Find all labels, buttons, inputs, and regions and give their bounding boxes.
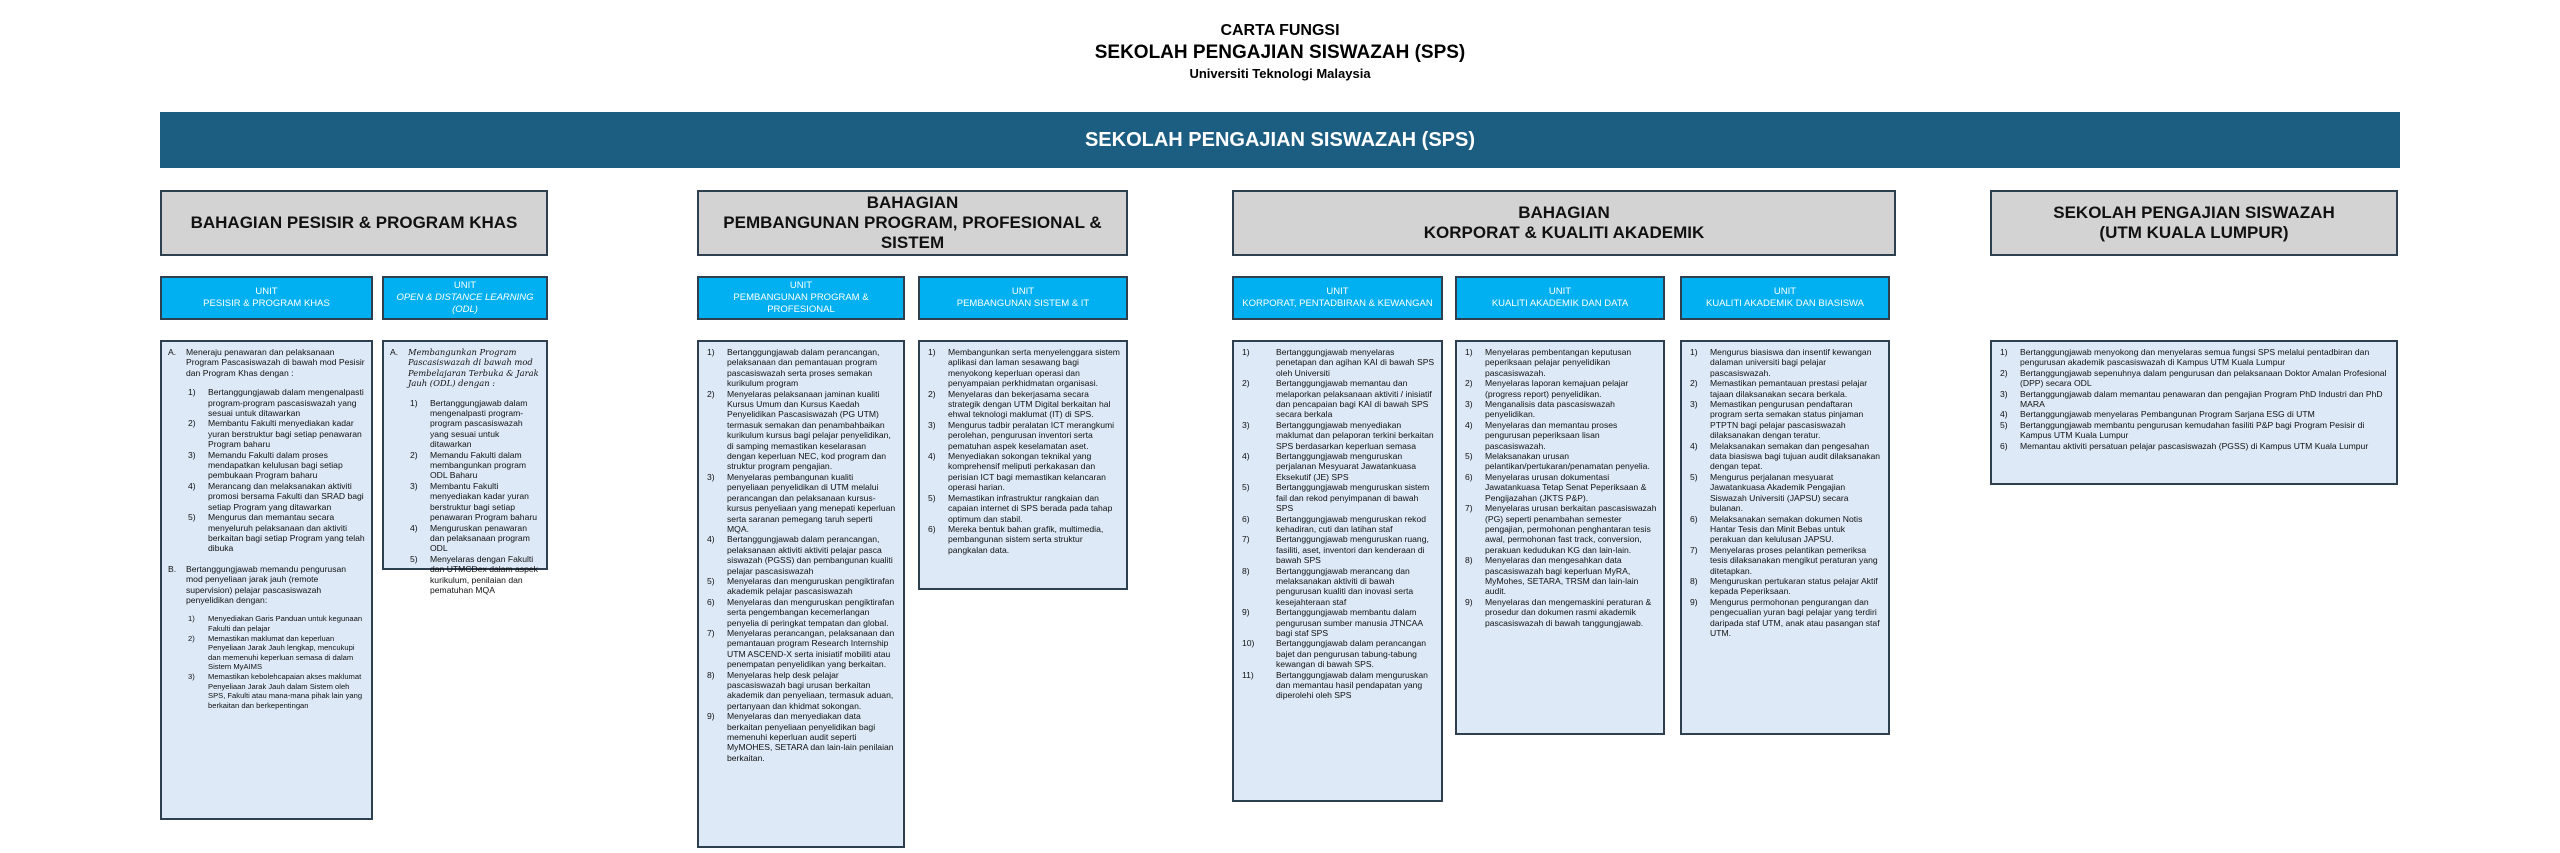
- list-item: [1463, 472, 1657, 503]
- unit-header: [1232, 276, 1443, 320]
- list-item: [1688, 399, 1882, 441]
- banner-label: SEKOLAH PENGAJIAN SISWAZAH (SPS): [1084, 128, 1476, 151]
- item-number: 4): [1465, 419, 1473, 430]
- unit-functions-box: [160, 340, 373, 820]
- item-text: Menguruskan pertukaran status pelajar Aktif kepada Peperiksaan.: [1710, 575, 1878, 597]
- item-number: 7): [707, 627, 715, 638]
- unit-label-line: UNIT: [453, 280, 477, 291]
- item-text: Bertanggungjawab dalam menguruskan dan memantau hasil pendapatan yang diperolehi oleh SPS: [1276, 669, 1428, 701]
- list-item: [1998, 368, 2390, 389]
- list-item: [1463, 503, 1657, 555]
- item-text: Bertanggungjawab menguruskan rekod kehadiran, cuti dan latihan staf: [1276, 513, 1427, 534]
- unit-functions-box: [1455, 340, 1665, 735]
- item-text: Menyelaras laporan kemajuan pelajar (progress report) penyelidikan.: [1485, 378, 1629, 399]
- function-section: [168, 564, 365, 711]
- division-title-line: BAHAGIAN: [866, 193, 959, 212]
- item-number: 3): [188, 449, 196, 460]
- list-item: [926, 389, 1120, 420]
- unit-label-line: PEMBANGUNAN SISTEM & IT: [956, 298, 1090, 309]
- item-text: Menyelaras pembangunan kualiti penyeliaan penyelidikan di UTM melalui perancangan dan pelaksanaan kursus-kursus penyeliaan yang menepati keperluan serta saranan pemegang taruh seperti MQA.: [727, 471, 896, 534]
- section-intro: Meneraju penawaran dan pelaksanaan Program Pascasiswazah di bawah mod Pesisir dan Program Khas dengan :: [186, 347, 365, 378]
- item-text: Bertanggungjawab dalam mengenalpasti program-program pascasiswazah yang sesuai untuk ditawarkan: [430, 397, 528, 450]
- list-item: [1240, 566, 1435, 608]
- item-number: 9): [1690, 596, 1698, 607]
- item-text: Menyelaras pembentangan keputusan peperiksaan pelajar penyelidikan pascasiswazah.: [1485, 347, 1632, 378]
- item-number: 3): [410, 480, 418, 491]
- section-letter: A.: [168, 347, 177, 357]
- item-text: Memantau aktiviti persatuan pelajar pascasiswazah (PGSS) di Kampus UTM Kuala Lumpur: [2020, 440, 2369, 451]
- item-number: 2): [707, 388, 715, 399]
- item-text: Menyelaras proses pelantikan pemeriksa tesis dilaksanakan mengikut peraturan yang ditetapkan.: [1710, 544, 1878, 576]
- unit-label-line: KORPORAT, PENTADBIRAN & KEWANGAN: [1242, 298, 1433, 309]
- list-item: [186, 512, 365, 554]
- item-text: Menyelaras dan menyediakan data berkaitan penyeliaan penyelidikan bagi memenuhi keperluan audit seperti MyMOHES, SETARA dan lain-lain penilaian berkaitan.: [727, 711, 894, 763]
- item-number: 2): [1690, 378, 1698, 389]
- item-text: Menyelaras perancangan, pelaksanaan dan pemantauan program Research Internship UTM ASCEND-X serta inisiatif mobiliti atau penempatan penyelidikan yang berkaitan.: [727, 627, 895, 670]
- list-item: [1463, 555, 1657, 597]
- item-number: 1): [1465, 347, 1473, 357]
- item-text: Bertanggungjawab menguruskan sistem fail dan rekod penyimpanan di bawah SPS: [1276, 482, 1430, 514]
- item-number: 1): [707, 347, 715, 357]
- list-item: [705, 628, 897, 670]
- division-box: [1990, 190, 2398, 256]
- item-text: Mereka bentuk bahan grafik, multimedia, pembangunan sistem serta struktur pangkalan data.: [948, 523, 1104, 555]
- item-text: Bertanggungjawab dalam memantau penawaran dan pengajian Program PhD Industri dan PhD MARA: [2020, 388, 2383, 410]
- item-text: Bertanggungjawab dalam mengenalpasti program-program pascasiswazah yang sesuai untuk ditawarkan: [208, 387, 364, 419]
- item-number: 6): [1690, 513, 1698, 524]
- unit-functions-box: [697, 340, 905, 848]
- item-text: Memastikan pemantauan prestasi pelajar tajaan dilaksanakan secara berkala.: [1710, 378, 1868, 399]
- list-item: [408, 481, 540, 523]
- list-item: [1688, 514, 1882, 545]
- list-item: [186, 672, 365, 710]
- list-item: [1240, 670, 1435, 701]
- list-item: [1463, 378, 1657, 399]
- division-title-line: KORPORAT & KUALITI AKADEMIK: [1423, 223, 1705, 242]
- item-text: Membangunkan serta menyelenggara sistem aplikasi dan laman sesawang bagi menyokong keperluan operasi dan penyampaian perkhidmatan organisasi.: [948, 347, 1120, 389]
- list-item: [1998, 420, 2390, 441]
- item-number: 7): [1465, 503, 1473, 514]
- list-item: [1688, 576, 1882, 597]
- item-text: Bertanggungjawab memantau dan melaporkan pelaksanaan aktiviti / inisiatif dan pencapaian bagi KAI di bawah SPS secara berkala: [1276, 378, 1432, 420]
- item-text: Mengurus tadbir peralatan ICT merangkumi perolehan, pengurusan inventori serta pematuhan aspek keselamatan aset.: [948, 419, 1115, 451]
- item-number: 1): [1242, 347, 1250, 357]
- list-item: [705, 472, 897, 534]
- item-number: 2): [928, 388, 936, 399]
- item-number: 1): [1690, 347, 1698, 357]
- list-item: [926, 347, 1120, 389]
- list-item: [1240, 378, 1435, 420]
- division-title-line: PEMBANGUNAN PROGRAM, PROFESIONAL &: [723, 213, 1102, 232]
- item-text: Melaksanakan semakan dokumen Notis Hantar Tesis dan Minit Bebas untuk perakuan dan kelulusan JAPSU.: [1710, 513, 1863, 545]
- list-item: [408, 450, 540, 481]
- item-text: Mengurus dan memantau secara menyeluruh pelaksanaan dan aktiviti berkaitan bagi setiap Program yang telah dibuka: [208, 512, 365, 554]
- item-text: Memandu Fakulti dalam membangunkan program ODL Baharu: [430, 449, 527, 481]
- item-number: 5): [928, 492, 936, 503]
- list-item: [1998, 347, 2390, 368]
- item-text: Bertanggungjawab menyelaras penetapan dan agihan KAI di bawah SPS oleh Universiti: [1276, 347, 1435, 378]
- item-text: Menyelaras dan memantau proses pengurusan peperiksaan lisan pascasiswazah.: [1485, 419, 1618, 451]
- item-number: 2): [1465, 378, 1473, 389]
- item-number: 6): [1242, 513, 1250, 524]
- university-name: Universiti Teknologi Malaysia: [1189, 66, 1371, 81]
- unit-label-line: PESISIR & PROGRAM KHAS: [203, 298, 330, 309]
- item-number: 5): [1242, 482, 1250, 493]
- unit-label-line: PROFESIONAL: [767, 304, 835, 315]
- list-item: [1688, 545, 1882, 576]
- item-number: 7): [1242, 534, 1250, 545]
- item-text: Bertanggungjawab menguruskan perjalanan Mesyuarat Jawatankuasa Eksekutif (JE) SPS: [1276, 451, 1416, 482]
- list-item: [408, 554, 540, 596]
- division-title-line: SISTEM: [880, 233, 945, 252]
- item-text: Menyelaras dan mengemaskini peraturan & prosedur dan dokumen rasmi akademik pascasiswazah di bawah tanggungjawab.: [1485, 596, 1652, 628]
- item-number: 5): [410, 553, 418, 564]
- item-text: Bertanggungjawab menyediakan maklumat dan pelaporan terkini berkaitan SPS berdasarkan keperluan semasa: [1276, 419, 1434, 451]
- unit-label-line: KUALITI AKADEMIK DAN DATA: [1491, 298, 1629, 309]
- list-item: [705, 711, 897, 763]
- list-item: [186, 614, 365, 633]
- item-text: Menyelaras dan menguruskan pengiktirafan serta pengembangan kecemerlangan penyelia di peringkat tempatan dan global.: [727, 596, 895, 628]
- top-banner: [160, 112, 2400, 168]
- item-number: 1): [188, 614, 195, 624]
- item-text: Melaksanakan semakan dan pengesahan data biasiswa bagi tujuan audit dilaksanakan dengan tepat.: [1710, 440, 1881, 472]
- list-item: [1688, 472, 1882, 514]
- list-item: [408, 523, 540, 554]
- division-box: [1232, 190, 1896, 256]
- item-number: 1): [2000, 347, 2008, 357]
- unit-label-line: UNIT: [1548, 286, 1572, 297]
- list-item: [1688, 347, 1882, 378]
- list-item: [186, 481, 365, 512]
- section-body: [186, 564, 365, 711]
- list-item: [705, 389, 897, 472]
- item-text: Menyelaras urusan berkaitan pascasiswazah (PG) seperti penambahan semester pengajian, permohonan penghantaran tesis awal, permohonan fast track, conversion, perakuan kedudukan KG dan lain-lain.: [1485, 503, 1657, 555]
- unit-header: [1680, 276, 1890, 320]
- division-box: [160, 190, 548, 256]
- unit-functions-box: [918, 340, 1128, 590]
- item-text: Memastikan infrastruktur rangkaian dan capaian internet di SPS berada pada tahap optimum dan stabil.: [948, 492, 1113, 524]
- item-number: 3): [2000, 388, 2008, 399]
- item-text: Mengurus perjalanan mesyuarat Jawatankuasa Akademik Pengajian Siswazah Universiti (JAPSU) secara bulanan.: [1710, 471, 1849, 514]
- section-body: [408, 347, 540, 595]
- item-text: Mengurus biasiswa dan insentif kewangan dalaman universiti bagi pelajar pascasiswazah.: [1710, 347, 1872, 378]
- item-number: 9): [1465, 596, 1473, 607]
- item-number: 2): [2000, 367, 2008, 378]
- division-title-line: BAHAGIAN PESISIR & PROGRAM KHAS: [190, 213, 518, 232]
- division-box: [697, 190, 1128, 256]
- item-number: 2): [188, 418, 196, 429]
- item-number: 4): [410, 522, 418, 533]
- division-title-line: SEKOLAH PENGAJIAN SISWAZAH: [2053, 203, 2335, 222]
- unit-header: [160, 276, 373, 320]
- item-number: 4): [1242, 451, 1250, 462]
- item-number: 3): [707, 471, 715, 482]
- list-item: [1688, 597, 1882, 639]
- unit-header: [1455, 276, 1665, 320]
- item-number: 4): [188, 480, 196, 491]
- item-text: Menyelaras dan menguruskan pengiktirafan akademik pelajar pascasiswazah: [727, 575, 895, 597]
- item-text: Menyediakan sokongan teknikal yang komprehensif meliputi perkakasan dan perisian ICT bagi memastikan kelancaran operasi harian.: [948, 451, 1106, 493]
- item-number: 6): [707, 596, 715, 607]
- item-text: Menyelaras dengan Fakulti dan UTMCDex dalam aspek kurikulum, penilaian dan pematuhan MQA: [430, 553, 538, 595]
- chart-heading: CARTA FUNGSI: [1220, 22, 1340, 39]
- list-item: [1240, 607, 1435, 638]
- list-item: [926, 524, 1120, 555]
- item-text: Menguruskan penawaran dan pelaksanaan program ODL: [430, 522, 530, 554]
- school-title: SEKOLAH PENGAJIAN SISWAZAH (SPS): [1094, 42, 1466, 63]
- item-text: Bertanggungjawab membantu dalam pengurusan sumber manusia JTNCAA bagi staf SPS: [1276, 607, 1423, 638]
- item-number: 8): [1690, 575, 1698, 586]
- item-text: Bertanggungjawab membantu pengurusan kemudahan fasiliti P&P bagi Program Pesisir di Kampus UTM Kuala Lumpur: [2020, 419, 2365, 441]
- item-number: 1): [188, 387, 196, 398]
- list-item: [705, 534, 897, 576]
- item-number: 6): [1465, 471, 1473, 482]
- item-text: Menyelaras urusan dokumentasi Jawatankuasa Tetap Senat Peperiksaan & Pengijazahan (JKTS P&P).: [1485, 471, 1647, 503]
- item-number: 3): [1465, 399, 1473, 410]
- list-item: [926, 451, 1120, 493]
- item-text: Bertanggungjawab merancang dan melaksanakan aktiviti di bawah pengurusan kualiti dan inovasi serta kesejahteraan staf: [1276, 565, 1414, 607]
- unit-label-line: OPEN & DISTANCE LEARNING (ODL): [396, 292, 534, 315]
- list-item: [1240, 420, 1435, 451]
- item-number: 4): [2000, 409, 2008, 420]
- unit-label-line: UNIT: [789, 280, 813, 291]
- item-number: 5): [188, 512, 196, 523]
- item-number: 3): [928, 419, 936, 430]
- item-number: 7): [1690, 544, 1698, 555]
- item-number: 9): [1242, 607, 1250, 618]
- list-item: [1463, 347, 1657, 378]
- item-number: 11): [1242, 669, 1254, 680]
- list-item: [1240, 451, 1435, 482]
- unit-header: [918, 276, 1128, 320]
- section-letter: A.: [390, 347, 399, 357]
- item-number: 5): [2000, 419, 2008, 430]
- list-item: [1998, 409, 2390, 419]
- item-number: 6): [2000, 440, 2008, 451]
- item-text: Mengurus permohonan pengurangan dan pengecualian yuran bagi pelajar yang terdiri daripada staf UTM, anak atau pasangan staf UTM.: [1710, 596, 1880, 638]
- list-item: [408, 398, 540, 450]
- unit-functions-box: [382, 340, 548, 595]
- item-number: 1): [410, 397, 418, 408]
- item-text: Membantu Fakulti menyediakan kadar yuran berstruktur bagi setiap penawaran Program baharu: [208, 418, 362, 450]
- list-item: [1998, 389, 2390, 410]
- item-number: 2): [1242, 378, 1250, 389]
- item-number: 5): [1690, 471, 1698, 482]
- item-text: Menyediakan Garis Panduan untuk kegunaan Fakulti dan pelajar: [208, 614, 363, 633]
- function-section: [390, 347, 540, 595]
- item-text: Memastikan kebolehcapaian akses maklumat Penyeliaan Jarak Jauh dalam Sistem oleh SPS, Fakulti atau mana-mana pihak lain yang berkaitan dan berkepentingan: [208, 671, 363, 710]
- list-item: [1463, 420, 1657, 451]
- unit-label-line: KUALITI AKADEMIK DAN BIASISWA: [1705, 298, 1865, 309]
- list-item: [1240, 482, 1435, 513]
- item-text: Bertanggungjawab sepenuhnya dalam pengurusan dan pelaksanaan Doktor Amalan Profesional (DPP) secara ODL: [2020, 367, 2387, 389]
- unit-label-line: UNIT: [1326, 286, 1349, 297]
- item-text: Bertanggungjawab menyelaras Pembangunan Program Sarjana ESG di UTM: [2020, 409, 2315, 420]
- list-item: [1688, 441, 1882, 472]
- item-text: Menyelaras dan mengesahkan data pascasiswazah bagi keperluan MyRA, MyMohes, SETARA, TRSM dan lain-lain audit.: [1485, 555, 1639, 597]
- item-text: Memastikan pengurusan pendaftaran program serta semakan status pinjaman PTPTN bagi pelajar pascasiswazah dilaksanakan dengan teratur.: [1710, 399, 1864, 441]
- item-number: 5): [1465, 451, 1473, 462]
- list-item: [1998, 441, 2390, 451]
- list-item: [705, 670, 897, 712]
- item-text: Melaksanakan urusan pelantikan/pertukaran/penamatan penyelia.: [1485, 451, 1650, 472]
- item-number: 9): [707, 711, 715, 722]
- item-number: 3): [1690, 399, 1698, 410]
- item-text: Bertanggungjawab dalam perancangan bajet dan pengurusan tabung-tabung kewangan di bawah SPS.: [1276, 638, 1427, 670]
- unit-label-line: UNIT: [255, 286, 278, 297]
- item-number: 1): [928, 347, 936, 357]
- item-text: Bertanggungjawab dalam perancangan, pelaksanaan dan pemantauan program pascasiswazah serta proses semakan kurikulum program: [727, 347, 880, 389]
- item-text: Merancang dan melaksanakan aktiviti promosi bersama Fakulti dan SRAD bagi setiap Program yang ditawarkan: [208, 480, 364, 512]
- item-number: 8): [1242, 565, 1250, 576]
- item-text: Menyelaras pelaksanaan jaminan kualiti Kursus Umum dan Kursus Kaedah Penyelidikan Pascasiswazah (PG UTM) termasuk semakan dan penambahbaikan kurikulum kursus bagi pelajar penyelidikan, di samping memastikan keselarasan dengan keperluan NEC, kod program dan struktur program pengajian.: [727, 388, 891, 472]
- list-item: [1688, 378, 1882, 399]
- division-title-line: (UTM KUALA LUMPUR): [2099, 223, 2289, 242]
- item-number: 3): [188, 671, 195, 681]
- unit-label-line: UNIT: [1011, 286, 1035, 297]
- item-text: Bertanggungjawab menyokong dan menyelaras semua fungsi SPS melalui pentadbiran dan pengurusan akademik pascasiswazah di Kampus UTM Kuala Lumpur: [2020, 347, 2370, 368]
- list-item: [186, 387, 365, 418]
- item-number: 10): [1242, 638, 1255, 649]
- section-intro: Membangunkan Program Pascasiswazah di bawah mod Pembelajaran Terbuka & Jarak Jauh (ODL) dengan :: [408, 347, 539, 389]
- item-number: 3): [1242, 419, 1250, 430]
- item-number: 8): [1465, 555, 1473, 566]
- list-item: [1463, 399, 1657, 420]
- list-item: [1240, 534, 1435, 565]
- unit-functions-box: [1232, 340, 1443, 802]
- item-text: Memandu Fakulti dalam proses mendapatkan kelulusan bagi setiap pembukaan Program baharu: [208, 449, 343, 481]
- item-number: 8): [707, 669, 715, 680]
- list-item: [186, 418, 365, 449]
- list-item: [1240, 514, 1435, 535]
- unit-header: [382, 276, 548, 320]
- unit-functions-box: [1680, 340, 1890, 735]
- unit-label-line: PEMBANGUNAN PROGRAM &: [733, 292, 869, 303]
- section-letter: B.: [168, 563, 177, 574]
- unit-header: [697, 276, 905, 320]
- list-item: [705, 347, 897, 389]
- list-item: [186, 634, 365, 672]
- item-number: 5): [707, 575, 715, 586]
- item-number: 4): [707, 534, 715, 545]
- list-item: [1240, 347, 1435, 378]
- list-item: [1463, 451, 1657, 472]
- division-title-line: BAHAGIAN: [1518, 203, 1610, 222]
- list-item: [1463, 597, 1657, 628]
- item-text: Menyelaras help desk pelajar pascasiswazah bagi urusan berkaitan akademik dan penyeliaan, termasuk aduan, pertanyaan dan khidmat sokongan.: [727, 669, 894, 711]
- list-item: [186, 450, 365, 481]
- unit-label-line: UNIT: [1773, 286, 1797, 297]
- list-item: [705, 597, 897, 628]
- item-text: Menyelaras dan bekerjasama secara strategik dengan UTM Digital berkaitan hal ehwal teknologi maklumat (IT) di SPS.: [948, 388, 1111, 420]
- section-body: [186, 347, 365, 554]
- item-text: Membantu Fakulti menyediakan kadar yuran berstruktur bagi setiap penawaran Program baharu: [430, 480, 538, 523]
- item-number: 4): [1690, 440, 1698, 451]
- function-section: [168, 347, 365, 554]
- item-text: Bertanggungjawab dalam perancangan, pelaksanaan aktiviti aktiviti pelajar pasca siswazah (PGSS) dan pembangunan kualiti pelajar pascasiswazah: [727, 534, 893, 576]
- list-item: [705, 576, 897, 597]
- item-number: 4): [928, 451, 936, 462]
- item-text: Bertanggungjawab menguruskan ruang, fasiliti, aset, inventori dan kenderaan di bawah SPS: [1276, 534, 1429, 566]
- item-number: 2): [188, 633, 195, 643]
- item-text: Menganalisis data pascasiswazah penyelidikan.: [1485, 399, 1615, 420]
- item-text: Memastikan maklumat dan keperluan Penyeliaan Jarak Jauh lengkap, mencukupi dan memenuhi keperluan semasa di dalam Sistem MyAIMS: [208, 633, 355, 672]
- list-item: [926, 493, 1120, 524]
- unit-functions-box: [1990, 340, 2398, 485]
- list-item: [926, 420, 1120, 451]
- list-item: [1240, 638, 1435, 669]
- item-number: 6): [928, 523, 936, 534]
- item-number: 2): [410, 449, 418, 460]
- section-intro: Bertanggungjawab memandu pengurusan mod penyeliaan jarak jauh (remote supervision) pelajar pascasiswazah penyelidikan dengan:: [186, 563, 347, 605]
